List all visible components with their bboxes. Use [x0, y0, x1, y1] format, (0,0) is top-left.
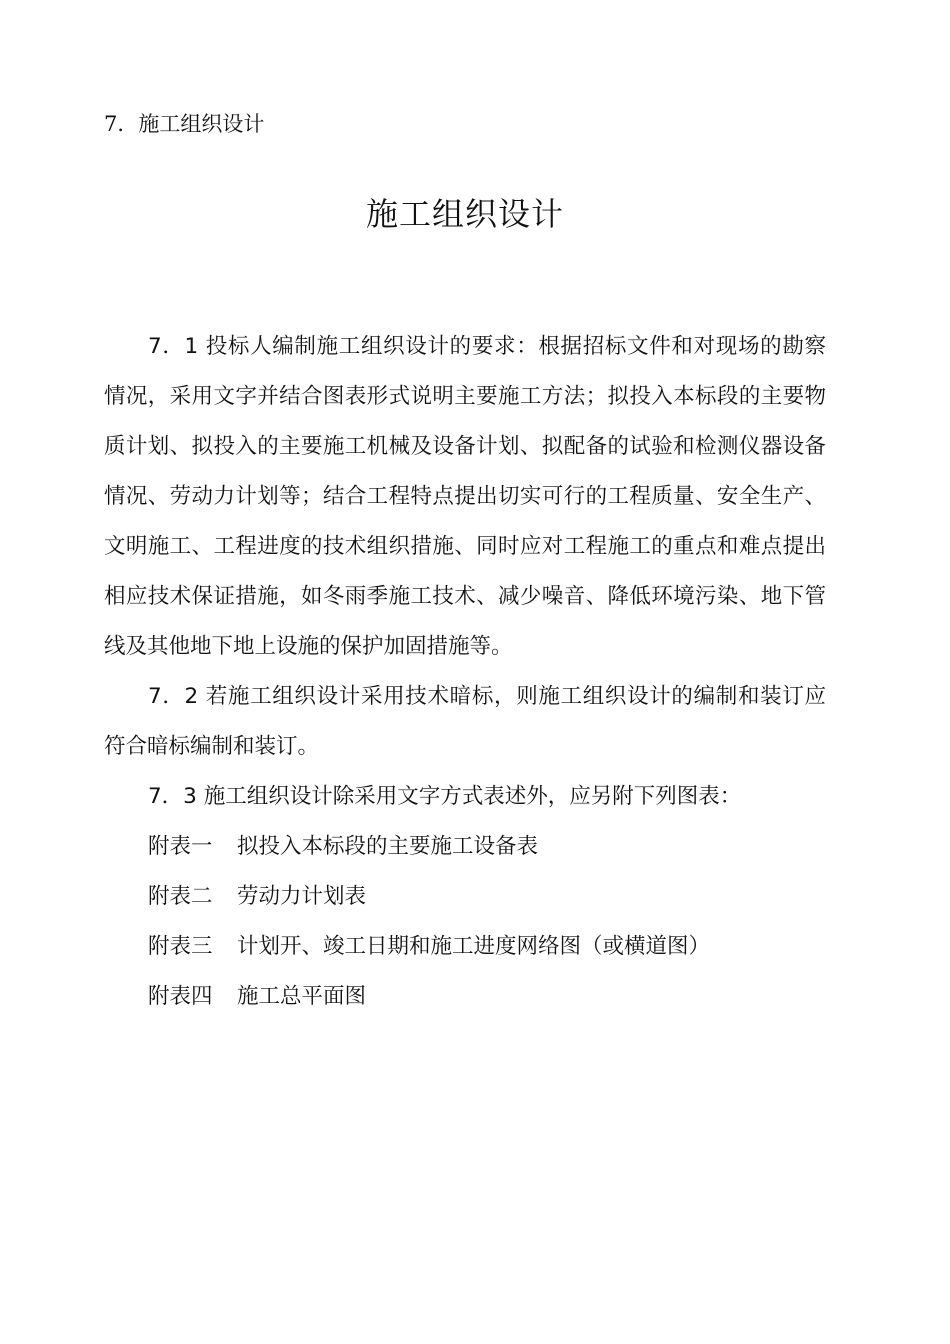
- section-heading: 7．施工组织设计: [104, 112, 265, 136]
- paragraph-7-3: 7．3 施工组织设计除采用文字方式表述外，应另附下列图表：: [148, 784, 742, 809]
- appendix-label: 附表三: [148, 934, 213, 959]
- appendix-item-3: [104, 922, 826, 972]
- paragraph-7-1: 7．1 投标人编制施工组织设计的要求：根据招标文件和对现场的勘察情况，采用文字并结合图表形式说明主要施工方法；拟投入本标段的主要物质计划、拟投入的主要施工机械及设备计划、拟配备的试验和检测仪器设备情况、劳动力计划等；结合工程特点提出切实可行的工程质量、安全生产、文明施工、工程进度的技术组织措施、同时应对工程施工的重点和难点提出相应技术保证措施，如冬雨季施工技术、减少噪音、降低环境污染、地下管线及其他地下地上设施的保护加固措施等。: [104, 334, 826, 659]
- page-title: 施工组织设计: [365, 195, 564, 233]
- appendix-text: 拟投入本标段的主要施工设备表: [237, 834, 539, 859]
- appendix-text: 劳动力计划表: [237, 884, 367, 909]
- paragraph-7-2: 7．2 若施工组织设计采用技术暗标，则施工组织设计的编制和装订应符合暗标编制和装订。: [104, 684, 826, 759]
- appendix-list: [104, 822, 826, 1022]
- appendix-label: 附表一: [148, 834, 213, 859]
- appendix-item-1: [104, 822, 826, 872]
- appendix-text: 计划开、竣工日期和施工进度网络图（或横道图）: [237, 934, 711, 959]
- appendix-label: 附表二: [148, 884, 213, 909]
- document-body: [104, 322, 826, 1022]
- appendix-label: 附表四: [148, 984, 213, 1009]
- appendix-item-4: [104, 972, 826, 1022]
- appendix-text: 施工总平面图: [237, 984, 367, 1009]
- appendix-item-2: [104, 872, 826, 922]
